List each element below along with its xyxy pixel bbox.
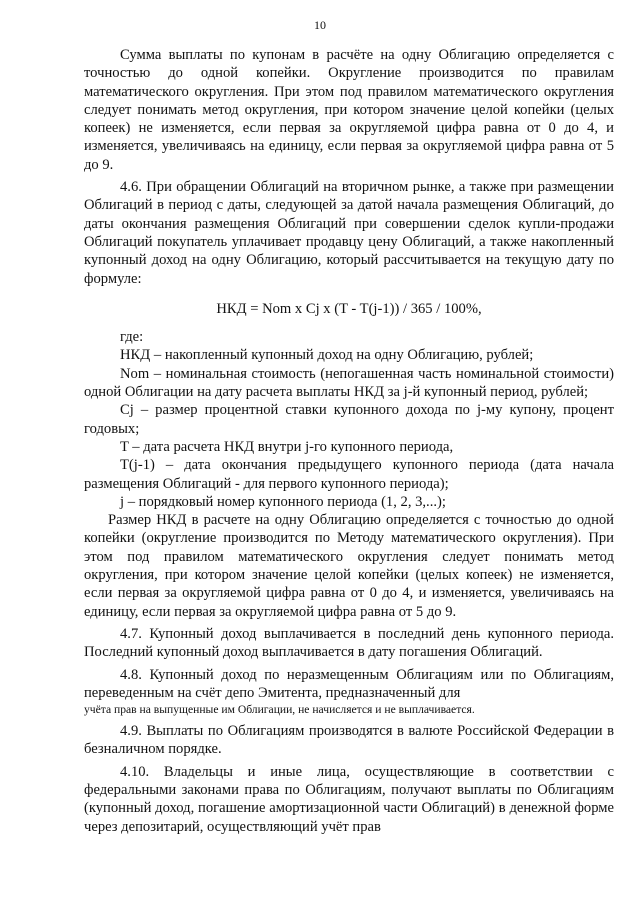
paragraph-4-9: 4.9. Выплаты по Облигациям производятся в валюте Российской Федерации в безналичном порядке.	[84, 723, 614, 758]
definition-j: j – порядковый номер купонного периода (1, 2, 3,...);	[120, 493, 446, 510]
page-number: 10	[314, 18, 326, 32]
definition-tj1: T(j-1) – дата окончания предыдущего купонного периода (дата начала размещения Облигаций - для первого купонного периода);	[84, 457, 614, 492]
paragraph-4-6: 4.6. При обращении Облигаций на вторичном рынке, а также при размещении Облигаций в период с даты, следующей за датой начала размещения Облигаций, до даты окончания размещения Облигаций при совершении сделок купли-продажи Облигаций покупатель уплачивает продавцу цену Облигаций, а также накопленный купонный доход на одну Облигацию, который рассчитывается на текущую дату по формуле:	[84, 179, 614, 287]
where-label: где:	[120, 329, 144, 346]
definition-nkd: НКД – накопленный купонный доход на одну Облигацию, рублей;	[120, 347, 534, 364]
nkd-formula: НКД = Nom x Cj x (T - T(j-1)) / 365 / 100%,	[216, 300, 482, 317]
document-body	[84, 46, 614, 836]
paragraph-4-8-continued: учёта прав на выпущенные им Облигации, не начисляется и не выплачивается.	[84, 703, 475, 717]
definition-cj: Cj – размер процентной ставки купонного дохода по j-му купону, процент годовых;	[84, 402, 614, 437]
paragraph-nkd-rounding: Размер НКД в расчете на одну Облигацию определяется с точностью до одной копейки (округление производится по Методу математического округления). При этом под правилом математического округления следует понимать метод округления, при котором значение целой копейки (целых копеек) не изменяется, если первая за округляемой цифра равна от 0 до 4, и изменяется, увеличиваясь на единицу, если первая за округляемой цифра равна от 5 до 9.	[84, 512, 614, 620]
paragraph-rounding: Сумма выплаты по купонам в расчёте на одну Облигацию определяется с точностью до одной копейки. Округление производится по правилам математического округления. При этом под правилом математического округления следует понимать метод округления, при котором значение целой копейки (целых копеек) не изменяется, если первая за округляемой цифра равна от 0 до 4, и изменяется, увеличиваясь на единицу, если первая за округляемой цифра равна от 5 до 9.	[84, 47, 614, 173]
paragraph-4-7: 4.7. Купонный доход выплачивается в последний день купонного периода. Последний купонный доход выплачивается в дату погашения Облигаций.	[84, 625, 614, 661]
paragraph-4-8: 4.8. Купонный доход по неразмещенным Облигациям или по Облигациям, переведенным на счёт депо Эмитента, предназначенный для	[84, 666, 614, 701]
definition-nom: Nom – номинальная стоимость (непогашенная часть номинальной стоимости) одной Облигации на дату расчета выплаты НКД за j-й купонный период, рублей;	[84, 365, 614, 401]
formula-definitions	[84, 328, 614, 511]
definition-t: T – дата расчета НКД внутри j-го купонного периода,	[120, 438, 454, 455]
paragraph-4-10: 4.10. Владельцы и иные лица, осуществляющие в соответствии с федеральными законами права по Облигациям, получают выплаты по Облигациям (купонный доход, погашение амортизационной части Облигаций) в денежной форме через депозитарий, осуществляющий учёт прав	[84, 763, 614, 835]
